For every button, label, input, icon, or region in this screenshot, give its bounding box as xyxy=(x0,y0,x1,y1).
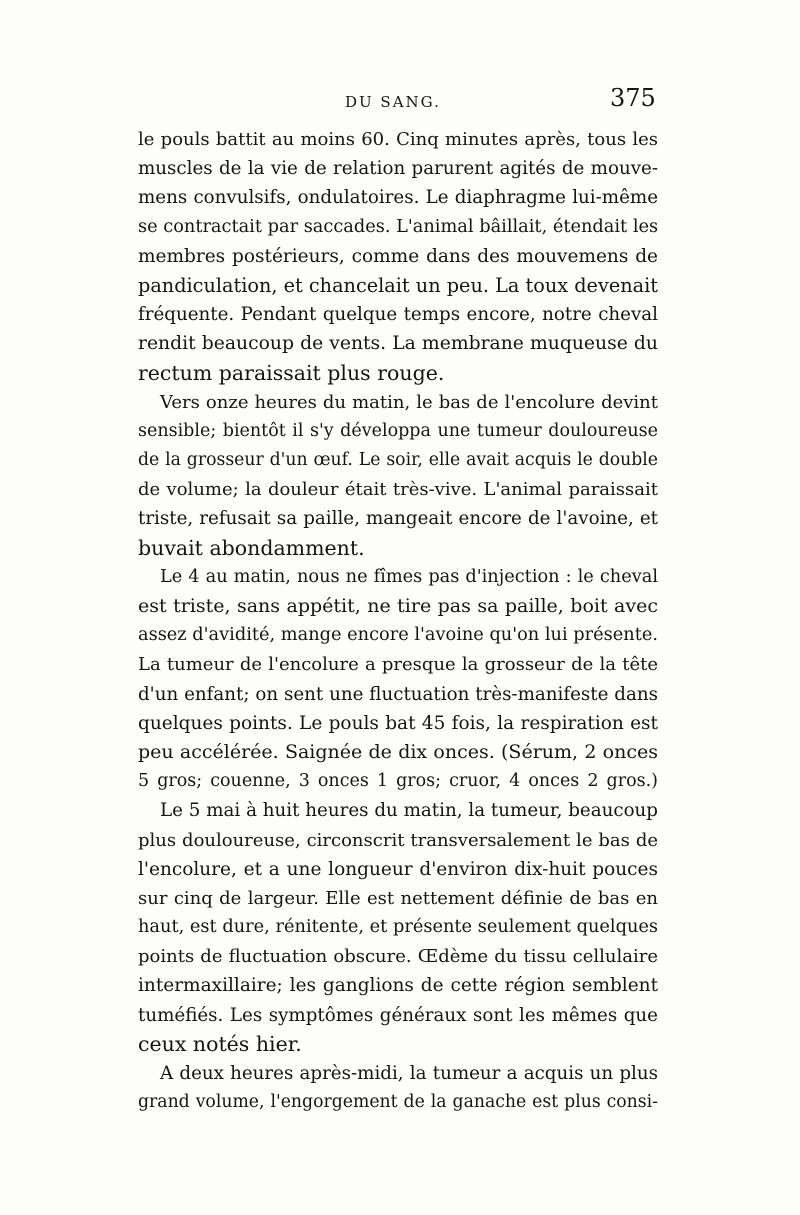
text-line: mens convulsifs, ondulatoires. Le diaphragme lui-même xyxy=(138,187,658,209)
text-line: Vers onze heures du matin, le bas de l'encolure devint xyxy=(160,391,658,413)
text-line: peu accélérée. Saignée de dix onces. (Sérum, 2 onces xyxy=(138,740,658,763)
text-line: l'encolure, et a une longueur d'environ dix-huit pouces xyxy=(138,858,658,880)
text-line: muscles de la vie de relation parurent agités de mouve- xyxy=(138,158,658,180)
text-line: le pouls battit au moins 60. Cinq minutes après, tous les xyxy=(138,129,658,150)
text-line: buvait abondamment. xyxy=(138,535,365,560)
text-line: rectum paraissait plus rouge. xyxy=(138,360,445,385)
text-line: rendit beaucoup de vents. La membrane muqueuse du xyxy=(138,333,658,355)
text-line: d'un enfant; on sent une fluctuation très-manifeste dans xyxy=(138,683,658,705)
text-line: points de fluctuation obscure. Œdème du tissu cellulaire xyxy=(138,946,658,968)
text-line: sur cinq de largeur. Elle est nettement définie de bas en xyxy=(138,887,658,909)
page-number: 375 xyxy=(610,84,656,112)
paragraph xyxy=(138,796,658,1059)
text-line: Le 4 au matin, nous ne fîmes pas d'injection : le cheval xyxy=(160,566,658,587)
text-line: haut, est dure, rénitente, et présente seulement quelques xyxy=(138,917,658,938)
text-line: se contractait par saccades. L'animal bâillait, étendait les xyxy=(138,216,659,237)
text-line: plus douloureuse, circonscrit transversalement le bas de xyxy=(138,829,658,851)
text-line: est triste, sans appétit, ne tire pas sa paille, boit avec xyxy=(138,595,658,617)
text-line: grand volume, l'engorgement de la ganache est plus consi- xyxy=(138,1092,658,1113)
paragraph xyxy=(138,563,658,797)
paragraph xyxy=(138,1059,658,1117)
text-line: membres postérieurs, comme dans des mouvemens de xyxy=(138,245,658,267)
text-line: de la grosseur d'un œuf. Le soir, elle avait acquis le double xyxy=(138,450,658,471)
text-line: fréquente. Pendant quelque temps encore, notre cheval xyxy=(138,304,658,326)
text-line: Le 5 mai à huit heures du matin, la tumeur, beaucoup xyxy=(160,800,658,822)
paragraph xyxy=(138,388,658,563)
text-line: tuméfiés. Les symptômes généraux sont les mêmes que xyxy=(138,1004,658,1026)
text-line: assez d'avidité, mange encore l'avoine qu'on lui présente. xyxy=(138,625,658,646)
text-line: de volume; la douleur était très-vive. L'animal paraissait xyxy=(138,479,658,501)
text-line: ceux notés hier. xyxy=(138,1031,302,1056)
text-line: intermaxillaire; les ganglions de cette région semblent xyxy=(138,975,658,997)
text-line: pandiculation, et chancelait un peu. La toux devenait xyxy=(138,273,658,297)
text-line: La tumeur de l'encolure a presque la grosseur de la tête xyxy=(138,654,658,676)
text-line: sensible; bientôt il s'y développa une tumeur douloureuse xyxy=(138,420,658,441)
body-text xyxy=(138,125,658,1117)
text-line: triste, refusait sa paille, mangeait encore de l'avoine, et xyxy=(138,508,658,530)
text-line: 5 gros; couenne, 3 onces 1 gros; cruor, 4 onces 2 gros.) xyxy=(138,771,658,792)
text-line: quelques points. Le pouls bat 45 fois, la respiration est xyxy=(138,712,658,734)
running-head: DU SANG. xyxy=(345,93,441,111)
paragraph xyxy=(138,125,658,388)
text-line: A deux heures après-midi, la tumeur a acquis un plus xyxy=(160,1063,658,1084)
